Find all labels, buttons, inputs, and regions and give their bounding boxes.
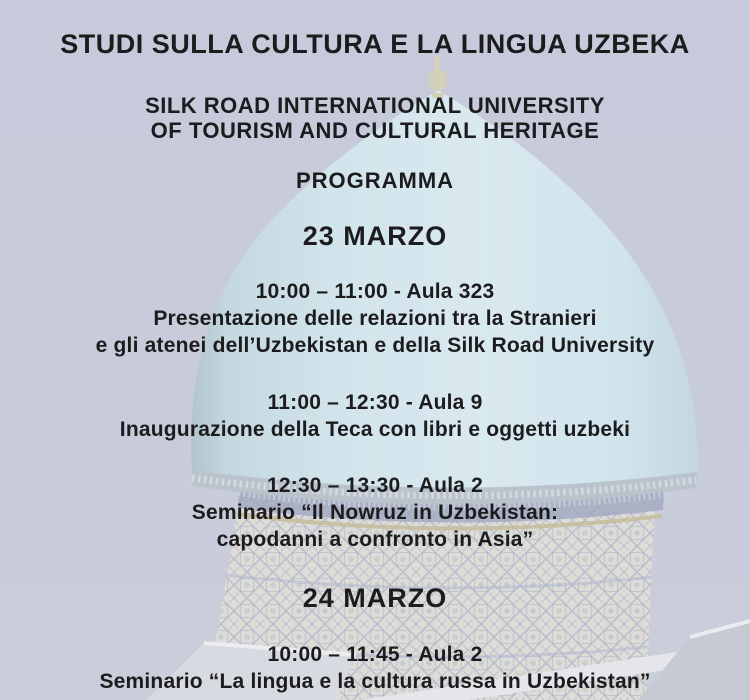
university-line-1: SILK ROAD INTERNATIONAL UNIVERSITY [145,93,605,118]
event-time: 10:00 – 11:00 - Aula 323 [255,280,495,303]
event-description: capodanni a confronto in Asia” [216,528,534,551]
day-heading-24-marzo: 24 MARZO [302,583,448,613]
event-description: Seminario “Il Nowruz in Uzbekistan: [191,501,559,524]
event-time: 12:30 – 13:30 - Aula 2 [266,474,484,497]
event-description: Inaugurazione della Teca con libri e oggetti uzbeki [119,418,631,441]
program-label: PROGRAMMA [295,168,455,193]
day-heading-23-marzo: 23 MARZO [302,221,448,251]
event-time: 11:00 – 12:30 - Aula 9 [267,391,483,414]
event-time: 10:00 – 11:45 - Aula 2 [267,643,483,666]
event-description: Presentazione delle relazioni tra la Stranieri [153,307,597,330]
poster-title: STUDI SULLA CULTURA E LA LINGUA UZBEKA [60,29,690,59]
university-line-2: OF TOURISM AND CULTURAL HERITAGE [150,118,600,143]
event-description: e gli atenei dell’Uzbekistan e della Silk Road University [95,334,655,357]
event-description: Seminario “La lingua e la cultura russa in Uzbekistan” [99,670,651,693]
